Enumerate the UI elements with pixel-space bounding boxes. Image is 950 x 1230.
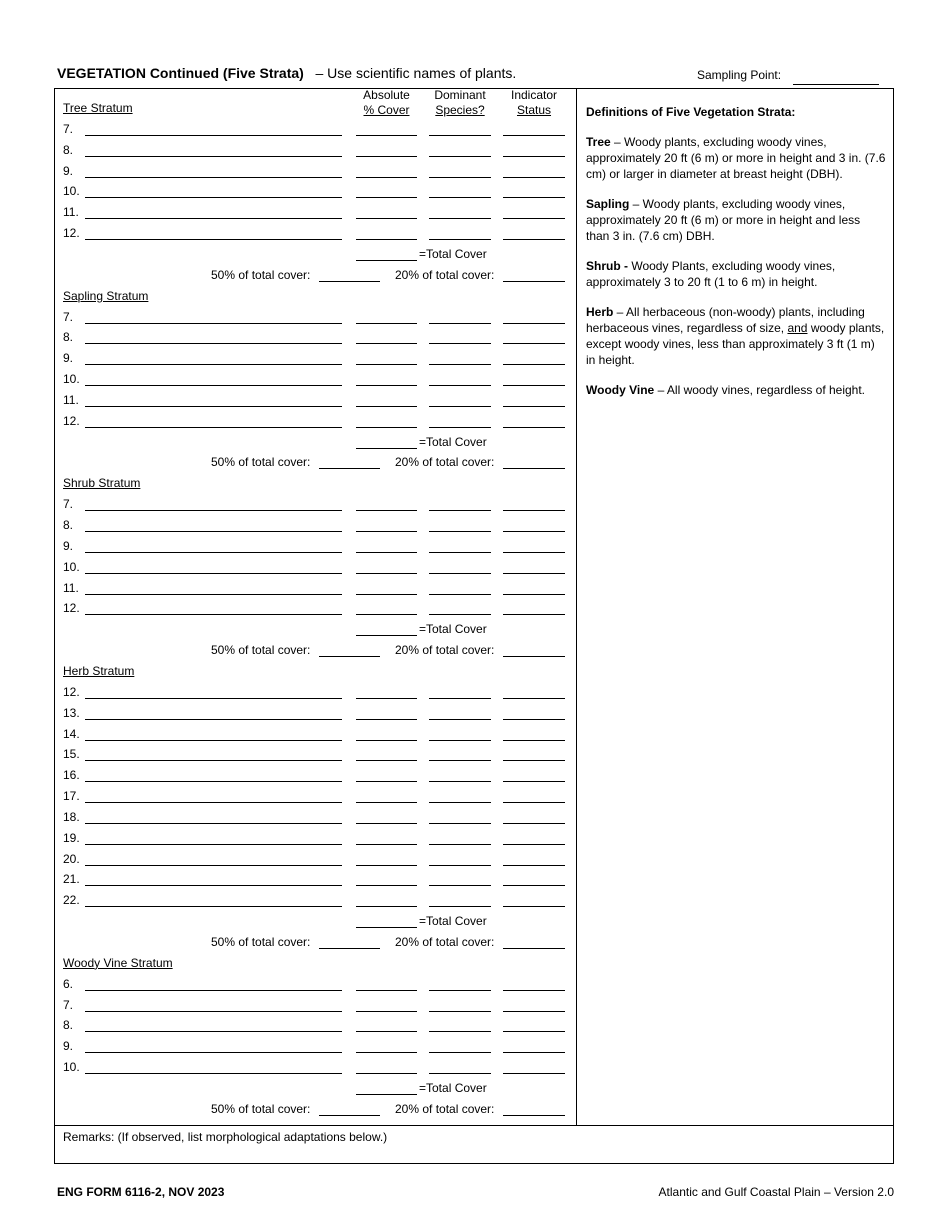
absolute-cover-field[interactable]	[356, 364, 417, 365]
dominant-species-field[interactable]	[429, 218, 491, 219]
indicator-status-field[interactable]	[503, 573, 565, 574]
species-name-field[interactable]	[85, 239, 342, 240]
definition-shrub: Shrub - Woody Plants, excluding woody vines, approximately 3 to 20 ft (1 to 6 m) in height.	[586, 259, 836, 289]
dominant-species-field[interactable]	[429, 885, 491, 886]
absolute-cover-field[interactable]	[356, 1052, 417, 1053]
dominant-species-field[interactable]	[429, 760, 491, 761]
indicator-status-field[interactable]	[503, 156, 565, 157]
species-name-field[interactable]	[85, 740, 342, 741]
row-number: 21.	[63, 872, 80, 887]
remarks-divider	[54, 1125, 894, 1126]
dominant-species-field[interactable]	[429, 906, 491, 907]
species-row	[0, 578, 950, 599]
stratum-heading: Tree Stratum	[63, 101, 133, 115]
indicator-status-field[interactable]	[503, 385, 565, 386]
species-row	[0, 703, 950, 724]
remarks-label: Remarks: (If observed, list morphological adaptations below.)	[63, 1130, 388, 1144]
species-row	[0, 765, 950, 786]
indicator-status-field[interactable]	[503, 1073, 565, 1074]
absolute-cover-field[interactable]	[356, 427, 417, 428]
twenty-percent-field[interactable]	[503, 281, 565, 282]
dominant-species-field[interactable]	[429, 719, 491, 720]
row-number: 7.	[63, 497, 74, 512]
total-cover-label: =Total Cover	[419, 1080, 487, 1095]
row-number: 16.	[63, 768, 80, 783]
species-row	[0, 849, 950, 870]
row-number: 8.	[63, 330, 74, 345]
absolute-cover-field[interactable]	[356, 531, 417, 532]
total-cover-field[interactable]	[356, 635, 417, 636]
species-name-field[interactable]	[85, 781, 342, 782]
indicator-status-field[interactable]	[503, 135, 565, 136]
row-number: 14.	[63, 726, 80, 741]
species-row	[0, 828, 950, 849]
fifty-percent-label: 50% of total cover:	[211, 267, 311, 282]
dominant-species-field[interactable]	[429, 427, 491, 428]
species-row	[0, 598, 950, 619]
absolute-cover-field[interactable]	[356, 1011, 417, 1012]
row-number: 10.	[63, 1060, 80, 1075]
dominant-species-field[interactable]	[429, 197, 491, 198]
total-cover-field[interactable]	[356, 260, 417, 261]
total-cover-row	[0, 432, 950, 453]
twenty-percent-field[interactable]	[503, 948, 565, 949]
absolute-cover-field[interactable]	[356, 343, 417, 344]
species-row	[0, 515, 950, 536]
indicator-status-field[interactable]	[503, 719, 565, 720]
dominant-species-field[interactable]	[429, 698, 491, 699]
row-number: 7.	[63, 997, 74, 1012]
row-number: 7.	[63, 309, 74, 324]
absolute-cover-field[interactable]	[356, 323, 417, 324]
species-name-field[interactable]	[85, 156, 342, 157]
indicator-status-header: Indicator Status	[510, 88, 558, 117]
dominant-species-field[interactable]	[429, 573, 491, 574]
dominant-species-field[interactable]	[429, 1052, 491, 1053]
species-row	[0, 1057, 950, 1078]
absolute-cover-field[interactable]	[356, 1031, 417, 1032]
indicator-status-field[interactable]	[503, 364, 565, 365]
fifty-percent-label: 50% of total cover:	[211, 935, 311, 949]
species-row	[0, 744, 950, 765]
indicator-status-field[interactable]	[503, 594, 565, 595]
row-number: 19.	[63, 830, 80, 845]
total-cover-row	[0, 1078, 950, 1099]
dominant-species-field[interactable]	[429, 1073, 491, 1074]
row-number: 12.	[63, 226, 80, 241]
total-cover-label: =Total Cover	[419, 434, 487, 449]
species-name-field[interactable]	[85, 1031, 342, 1032]
row-number: 18.	[63, 809, 80, 824]
absolute-cover-field[interactable]	[356, 239, 417, 240]
total-cover-field[interactable]	[356, 1094, 417, 1095]
indicator-status-field[interactable]	[503, 698, 565, 699]
dominant-species-field[interactable]	[429, 323, 491, 324]
indicator-status-field[interactable]	[503, 197, 565, 198]
page-title	[57, 65, 516, 81]
species-row	[0, 682, 950, 703]
species-row	[0, 869, 950, 890]
sampling-point-field[interactable]	[793, 70, 879, 85]
absolute-cover-field[interactable]	[356, 573, 417, 574]
total-cover-label: =Total Cover	[419, 622, 487, 637]
definitions-panel	[586, 104, 886, 412]
absolute-cover-field[interactable]	[356, 865, 417, 866]
row-number: 8.	[63, 1018, 74, 1033]
absolute-cover-field[interactable]	[356, 135, 417, 136]
species-name-field[interactable]	[85, 177, 342, 178]
species-name-field[interactable]	[85, 197, 342, 198]
indicator-status-field[interactable]	[503, 823, 565, 824]
twenty-percent-field[interactable]	[503, 1115, 565, 1116]
indicator-status-field[interactable]	[503, 781, 565, 782]
absolute-cover-field[interactable]	[356, 218, 417, 219]
dominant-species-field[interactable]	[429, 1011, 491, 1012]
row-number: 12.	[63, 684, 80, 699]
species-name-field[interactable]	[85, 343, 342, 344]
absolute-cover-field[interactable]	[356, 594, 417, 595]
indicator-status-field[interactable]	[503, 427, 565, 428]
title-bold: VEGETATION Continued (Five Strata)	[57, 65, 304, 81]
species-row	[0, 786, 950, 807]
indicator-status-field[interactable]	[503, 323, 565, 324]
percent-cover-row	[0, 932, 950, 953]
row-number: 9.	[63, 351, 74, 366]
species-name-field[interactable]	[85, 990, 342, 991]
species-row	[0, 536, 950, 557]
row-number: 11.	[63, 392, 79, 407]
species-name-field[interactable]	[85, 510, 342, 511]
species-name-field[interactable]	[85, 573, 342, 574]
row-number: 12.	[63, 601, 80, 616]
species-name-field[interactable]	[85, 885, 342, 886]
dominant-species-field[interactable]	[429, 740, 491, 741]
species-row	[0, 995, 950, 1016]
row-number: 20.	[63, 851, 80, 866]
absolute-cover-field[interactable]	[356, 990, 417, 991]
row-number: 10.	[63, 372, 80, 387]
species-name-field[interactable]	[85, 552, 342, 553]
form-id: ENG FORM 6116-2, NOV 2023	[57, 1185, 225, 1199]
fifty-percent-field[interactable]	[319, 948, 380, 949]
definitions-heading: Definitions of Five Vegetation Strata:	[586, 105, 796, 119]
indicator-status-field[interactable]	[503, 218, 565, 219]
absolute-cover-field[interactable]	[356, 885, 417, 886]
row-number: 7.	[63, 121, 74, 136]
row-number: 9.	[63, 163, 74, 178]
species-row	[0, 807, 950, 828]
absolute-cover-field[interactable]	[356, 844, 417, 845]
absolute-cover-field[interactable]	[356, 510, 417, 511]
indicator-status-field[interactable]	[503, 740, 565, 741]
fifty-percent-field[interactable]	[319, 1115, 380, 1116]
species-name-field[interactable]	[85, 865, 342, 866]
indicator-status-field[interactable]	[503, 239, 565, 240]
row-number: 9.	[63, 538, 74, 553]
dominant-species-field[interactable]	[429, 239, 491, 240]
dominant-species-field[interactable]	[429, 343, 491, 344]
dominant-species-field[interactable]	[429, 594, 491, 595]
fifty-percent-label: 50% of total cover:	[211, 455, 311, 470]
species-name-field[interactable]	[85, 427, 342, 428]
stratum-heading: Woody Vine Stratum	[63, 955, 173, 970]
indicator-status-field[interactable]	[503, 865, 565, 866]
total-cover-field[interactable]	[356, 927, 417, 928]
twenty-percent-label: 20% of total cover:	[395, 643, 495, 658]
total-cover-field[interactable]	[356, 448, 417, 449]
fifty-percent-field[interactable]	[319, 281, 380, 282]
absolute-cover-field[interactable]	[356, 781, 417, 782]
dominant-species-field[interactable]	[429, 844, 491, 845]
dominant-species-field[interactable]	[429, 385, 491, 386]
dominant-species-header: Dominant Species?	[434, 88, 486, 117]
species-name-field[interactable]	[85, 1011, 342, 1012]
percent-cover-row	[0, 452, 950, 473]
dominant-species-field[interactable]	[429, 510, 491, 511]
row-number: 9.	[63, 1039, 74, 1054]
indicator-status-field[interactable]	[503, 343, 565, 344]
dominant-species-field[interactable]	[429, 552, 491, 553]
absolute-cover-field[interactable]	[356, 802, 417, 803]
sampling-point-label: Sampling Point:	[697, 68, 782, 82]
dominant-species-field[interactable]	[429, 531, 491, 532]
species-name-field[interactable]	[85, 844, 342, 845]
form-region-version: Atlantic and Gulf Coastal Plain – Version 2.0	[658, 1185, 894, 1199]
species-name-field[interactable]	[85, 218, 342, 219]
dominant-species-field[interactable]	[429, 156, 491, 157]
row-number: 11.	[63, 205, 79, 220]
dominant-species-field[interactable]	[429, 1031, 491, 1032]
absolute-cover-field[interactable]	[356, 1073, 417, 1074]
twenty-percent-label: 20% of total cover:	[395, 267, 495, 282]
twenty-percent-label: 20% of total cover:	[395, 1101, 495, 1116]
absolute-cover-field[interactable]	[356, 156, 417, 157]
fifty-percent-field[interactable]	[319, 468, 380, 469]
dominant-species-field[interactable]	[429, 990, 491, 991]
row-number: 15.	[63, 747, 80, 762]
indicator-status-field[interactable]	[503, 906, 565, 907]
row-number: 8.	[63, 518, 74, 532]
species-name-field[interactable]	[85, 698, 342, 699]
dominant-species-field[interactable]	[429, 823, 491, 824]
species-row	[0, 724, 950, 745]
absolute-cover-field[interactable]	[356, 719, 417, 720]
indicator-status-field[interactable]	[503, 406, 565, 407]
percent-cover-row	[0, 640, 950, 661]
species-row	[0, 890, 950, 911]
total-cover-label: =Total Cover	[419, 914, 487, 929]
absolute-cover-field[interactable]	[356, 614, 417, 615]
title-rest: – Use scientific names of plants.	[315, 65, 517, 81]
absolute-cover-field[interactable]	[356, 406, 417, 407]
dominant-species-field[interactable]	[429, 135, 491, 136]
row-number: 22.	[63, 893, 80, 908]
total-cover-row	[0, 619, 950, 640]
indicator-status-field[interactable]	[503, 990, 565, 991]
species-name-field[interactable]	[85, 531, 342, 532]
species-name-field[interactable]	[85, 406, 342, 407]
twenty-percent-field[interactable]	[503, 468, 565, 469]
species-name-field[interactable]	[85, 594, 342, 595]
dominant-species-field[interactable]	[429, 802, 491, 803]
stratum-heading: Sapling Stratum	[63, 288, 149, 303]
species-name-field[interactable]	[85, 135, 342, 136]
absolute-cover-field[interactable]	[356, 740, 417, 741]
indicator-status-field[interactable]	[503, 510, 565, 511]
total-cover-label: =Total Cover	[419, 246, 487, 261]
indicator-status-field[interactable]	[503, 177, 565, 178]
species-row	[0, 411, 950, 432]
indicator-status-field[interactable]	[503, 802, 565, 803]
row-number: 11.	[63, 580, 79, 595]
species-name-field[interactable]	[85, 364, 342, 365]
dominant-species-field[interactable]	[429, 781, 491, 782]
fifty-percent-field[interactable]	[319, 656, 380, 657]
species-name-field[interactable]	[85, 614, 342, 615]
absolute-cover-field[interactable]	[356, 385, 417, 386]
absolute-cover-field[interactable]	[356, 823, 417, 824]
stratum-heading: Shrub Stratum	[63, 476, 141, 491]
percent-cover-row	[0, 1099, 950, 1120]
twenty-percent-field[interactable]	[503, 656, 565, 657]
indicator-status-field[interactable]	[503, 1011, 565, 1012]
definition-herb: Herb – All herbaceous (non-woody) plants, including herbaceous vines, regardless of size, and woody plants, except woody vines, less than approximately 3 ft (1 m) in height.	[586, 305, 885, 367]
row-number: 10.	[63, 559, 80, 574]
twenty-percent-label: 20% of total cover:	[395, 935, 495, 949]
absolute-cover-field[interactable]	[356, 177, 417, 178]
indicator-status-field[interactable]	[503, 844, 565, 845]
indicator-status-field[interactable]	[503, 552, 565, 553]
absolute-cover-field[interactable]	[356, 906, 417, 907]
stratum-heading: Herb Stratum	[63, 663, 135, 678]
species-row	[0, 1036, 950, 1057]
absolute-cover-field[interactable]	[356, 760, 417, 761]
dominant-species-field[interactable]	[429, 177, 491, 178]
dominant-species-field[interactable]	[429, 406, 491, 407]
species-row	[0, 494, 950, 515]
species-name-field[interactable]	[85, 719, 342, 720]
dominant-species-field[interactable]	[429, 614, 491, 615]
indicator-status-field[interactable]	[503, 885, 565, 886]
fifty-percent-label: 50% of total cover:	[211, 643, 311, 658]
species-name-field[interactable]	[85, 385, 342, 386]
dominant-species-field[interactable]	[429, 364, 491, 365]
species-name-field[interactable]	[85, 802, 342, 803]
species-row	[0, 974, 950, 995]
row-number: 6.	[63, 976, 74, 991]
indicator-status-field[interactable]	[503, 1052, 565, 1053]
total-cover-row	[0, 911, 950, 932]
absolute-cover-field[interactable]	[356, 698, 417, 699]
row-number: 8.	[63, 142, 74, 157]
indicator-status-field[interactable]	[503, 760, 565, 761]
row-number: 17.	[63, 789, 80, 804]
definition-sapling: Sapling – Woody plants, excluding woody vines, approximately 20 ft (6 m) or more in height and less than 3 in. (7.6 cm) DBH.	[586, 197, 861, 243]
species-name-field[interactable]	[85, 1073, 342, 1074]
absolute-cover-header: Absolute % Cover	[363, 88, 410, 117]
fifty-percent-label: 50% of total cover:	[211, 1101, 311, 1116]
species-row	[0, 1015, 950, 1036]
indicator-status-field[interactable]	[503, 1031, 565, 1032]
twenty-percent-label: 20% of total cover:	[395, 455, 495, 470]
indicator-status-field[interactable]	[503, 614, 565, 615]
definition-tree: Tree – Woody plants, excluding woody vines, approximately 20 ft (6 m) or more in height and 3 in. (7.6 cm) or larger in diameter at breast height (DBH).	[586, 135, 886, 181]
row-number: 13.	[63, 705, 80, 720]
species-row	[0, 557, 950, 578]
species-name-field[interactable]	[85, 760, 342, 761]
row-number: 12.	[63, 413, 80, 428]
species-name-field[interactable]	[85, 823, 342, 824]
definition-woody-vine: Woody Vine – All woody vines, regardless of height.	[586, 383, 866, 397]
row-number: 10.	[63, 184, 80, 199]
absolute-cover-field[interactable]	[356, 552, 417, 553]
species-name-field[interactable]	[85, 323, 342, 324]
species-name-field[interactable]	[85, 906, 342, 907]
dominant-species-field[interactable]	[429, 865, 491, 866]
absolute-cover-field[interactable]	[356, 197, 417, 198]
species-name-field[interactable]	[85, 1052, 342, 1053]
indicator-status-field[interactable]	[503, 531, 565, 532]
